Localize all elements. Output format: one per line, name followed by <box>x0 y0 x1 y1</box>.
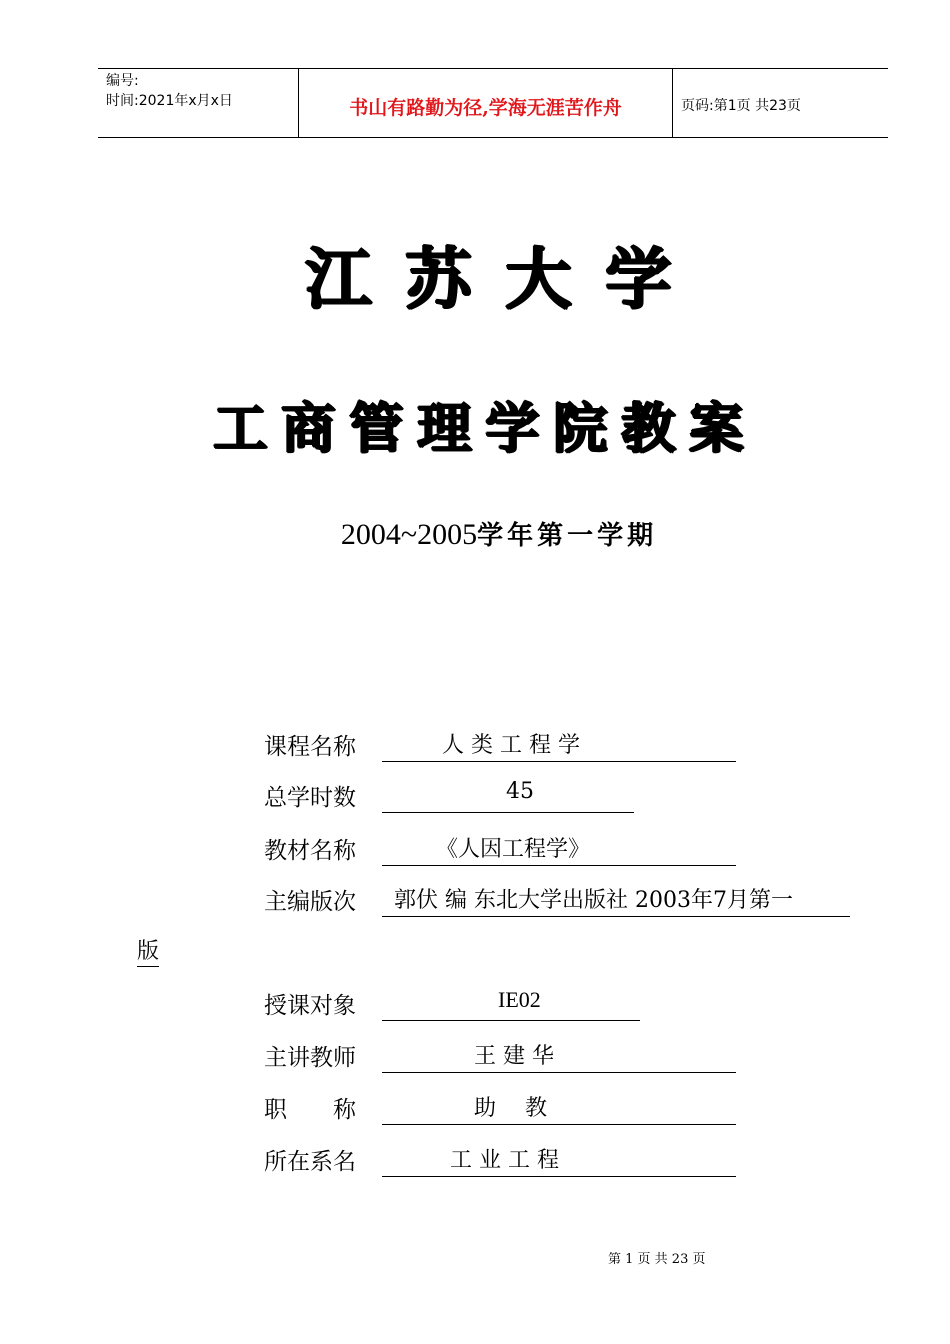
field-value-wrap <box>382 728 736 762</box>
field-label: 教材名称 <box>264 838 356 864</box>
field-value-wrap <box>382 779 634 813</box>
field-value: 《人因工程学》 <box>436 837 591 862</box>
date-line: 时间:2021年x月x日 <box>106 93 233 109</box>
field-label: 授课对象 <box>264 993 356 1019</box>
field-value: 郭伏 编 东北大学出版社 2003年7月第一 <box>394 888 793 913</box>
header-page-info: 页码:第1页 共23页 <box>681 98 801 114</box>
motto: 书山有路勤为径,学海无涯苦作舟 <box>349 97 622 119</box>
field-label: 所在系名 <box>264 1149 356 1175</box>
field-value: 工 业 工 程 <box>450 1148 559 1173</box>
field-label: 课程名称 <box>264 734 356 760</box>
term-years: 2004~2005 <box>340 518 478 551</box>
header-motto-cell <box>299 69 673 137</box>
field-value-wrap <box>382 1091 736 1125</box>
field-value: 45 <box>506 779 534 804</box>
field-label: 主编版次 <box>264 889 356 915</box>
edition-continuation: 版 <box>137 934 159 967</box>
doc-number-label: 编号: <box>106 73 139 89</box>
field-value-wrap <box>382 883 850 917</box>
field-value-wrap <box>382 1039 736 1073</box>
field-label: 职 称 <box>264 1097 356 1123</box>
page-header <box>98 68 888 138</box>
term-line <box>0 515 950 552</box>
field-value-wrap <box>382 987 640 1021</box>
field-label: 主讲教师 <box>264 1045 356 1071</box>
field-value: IE02 <box>498 987 541 1012</box>
header-page-cell <box>673 69 888 137</box>
page-footer: 第 1 页 共 23 页 <box>608 1252 706 1267</box>
field-value-wrap <box>382 832 736 866</box>
university-name: 江苏大学 <box>305 240 705 318</box>
field-value: 助 教 <box>474 1096 547 1121</box>
header-meta-cell <box>98 69 299 137</box>
field-label: 总学时数 <box>264 785 356 811</box>
field-value: 人 类 工 程 学 <box>442 733 580 758</box>
field-value-wrap <box>382 1143 736 1177</box>
term-label: 学年第一学期 <box>477 521 658 551</box>
school-title: 工商管理学院教案 <box>213 396 757 460</box>
field-value: 王 建 华 <box>474 1044 554 1069</box>
